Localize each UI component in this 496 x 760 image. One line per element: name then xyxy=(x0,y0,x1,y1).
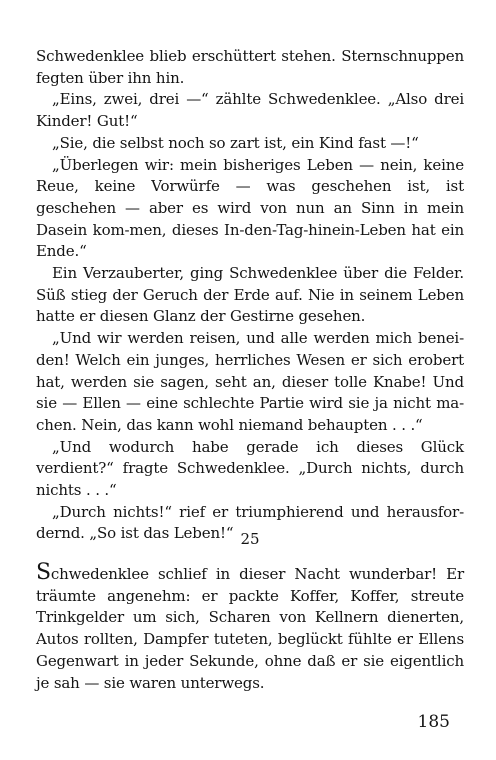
book-page xyxy=(36,46,464,746)
paragraph: „Sie, die selbst noch so zart ist, ein Kind fast —!“ xyxy=(52,133,419,152)
chapter-number: 25 xyxy=(240,530,260,548)
paragraph xyxy=(36,560,464,694)
paragraph: „Durch nichts!“ rief er triumphierend und herausfor-dernd. „So ist das Leben!“ xyxy=(36,502,464,543)
paragraph-text: chwedenklee schlief in dieser Nacht wunderbar! Er träumte angenehm: er packte Koffer, Koffer, streute Trinkgelder um sich, Scharen von Kellnern dienerten, Autos rollten, Dampfer tuteten, beglückt fühlte er Ellens Gegenwart in jeder Sekunde, ohne daß er sie eigentlich je sah — sie waren unterwegs. xyxy=(36,565,464,692)
chapter-24-text xyxy=(36,46,464,545)
paragraph: Schwedenklee blieb erschüttert stehen. Sternschnuppen fegten über ihn hin. xyxy=(36,47,464,87)
paragraph: Ein Verzauberter, ging Schwedenklee über die Felder. Süß stieg der Geruch der Erde auf. Nie in seinem Leben hatte er diesen Glanz der Gestirne gesehen. xyxy=(36,264,464,326)
paragraph: „Eins, zwei, drei —“ zählte Schwedenklee. „Also drei Kinder! Gut!“ xyxy=(36,90,464,131)
chapter-25-text xyxy=(36,560,464,694)
paragraph: „Und wir werden reisen, und alle werden mich benei-den! Welch ein junges, herrliches Wesen er sich erobert hat, werden sie sagen, seht an, dieser tolle Knabe! Und sie — Ellen — eine schlechte Partie wird sie ja nicht ma-chen. Nein, das kann wohl niemand behaupten . . .“ xyxy=(36,329,464,434)
paragraph: „Überlegen wir: mein bisheriges Leben — nein, keine Reue, keine Vorwürfe — was geschehen ist, ist geschehen — aber es wird von nun an Sinn in mein Dasein kom-men, dieses In-den-Tag-hinein-Leben hat ein Ende.“ xyxy=(36,155,464,261)
page-number: 185 xyxy=(417,712,450,732)
paragraph: „Und wodurch habe gerade ich dieses Glück verdient?“ fragte Schwedenklee. „Durch nichts, durch nichts . . .“ xyxy=(36,437,464,500)
initial-letter: S xyxy=(36,560,51,585)
